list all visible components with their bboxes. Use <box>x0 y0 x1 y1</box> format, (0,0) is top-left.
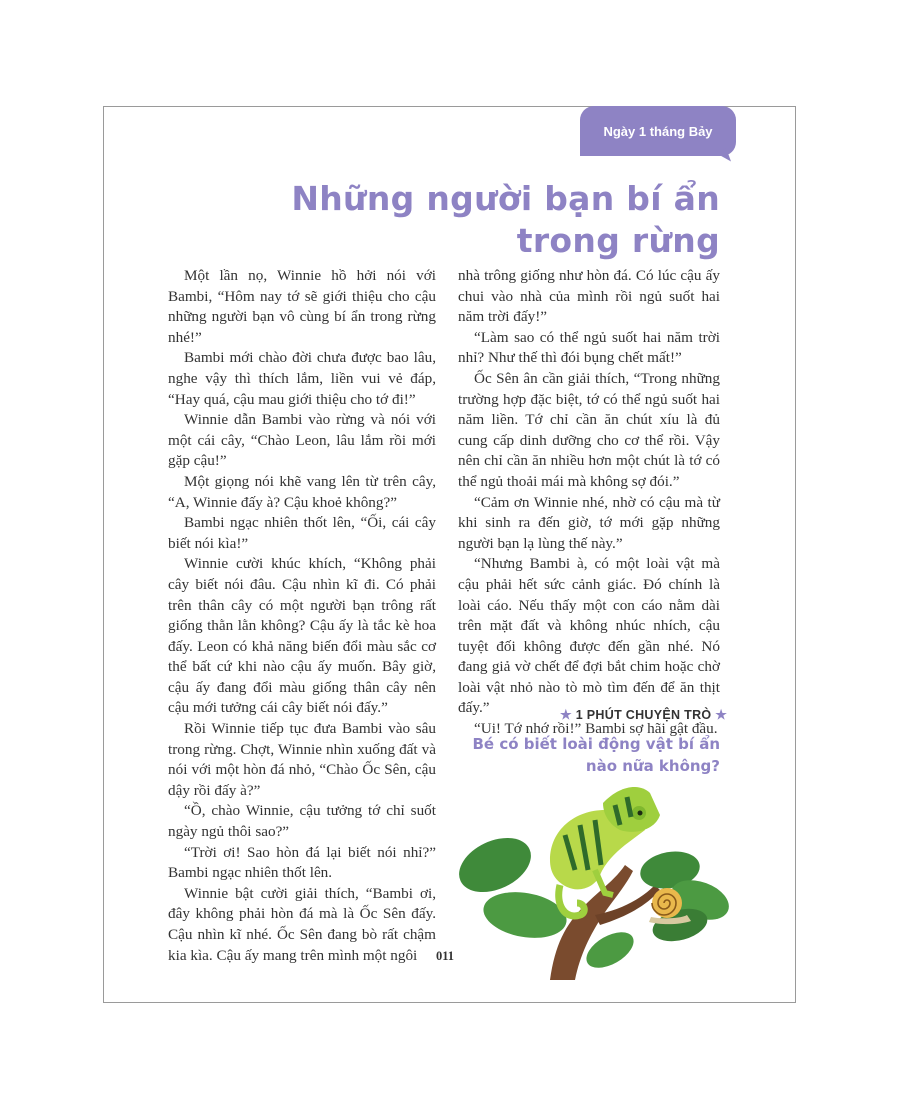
paragraph: Winnie bật cười giải thích, “Bambi ơi, đây không phải hòn đá mà là Ốc Sên đấy. Cậu nhìn kĩ nhé. Ốc Sên đang bò rất chậm kia kìa. Cậu ấy mang trên mình một ngôi <box>168 884 436 964</box>
paragraph: Ốc Sên ân cần giải thích, “Trong những trường hợp đặc biệt, tớ có thể ngủ suốt hai năm liền. Tớ chỉ cần ăn chút xíu là đủ cung cấp dinh dưỡng cho cơ thể rồi. Vậy nên chỉ cần ăn nhiều hơn một chút là tớ có thể ngủ thoải mái mà không sợ đói.” <box>458 369 720 490</box>
paragraph: “Nhưng Bambi à, có một loài vật mà cậu phải hết sức cảnh giác. Đó chính là loài cáo. Nếu thấy một con cáo nằm dài trên mặt đất và không nhúc nhích, cậu tuyệt đối không được đến gần nhé. Nó đang giả vờ chết để đợi bắt chim hoặc chờ loài vật nhỏ nào tò mò tìm đến để ăn thịt đấy.” <box>458 555 720 717</box>
chat-heading-label: 1 PHÚT CHUYỆN TRÒ <box>575 708 712 722</box>
paragraph: Rồi Winnie tiếp tục đưa Bambi vào sâu trong rừng. Chợt, Winnie nhìn xuống đất và nói với một hòn đá nhỏ, “Chào Ốc Sên, cậu dậy rồi đấy à?” <box>168 720 436 799</box>
paragraph: “Trời ơi! Sao hòn đá lại biết nói nhỉ?” Bambi ngạc nhiên thốt lên. <box>168 843 436 882</box>
paragraph: Winnie cười khúc khích, “Không phải cây biết nói đâu. Cậu nhìn kĩ đi. Có phải trên thân cây có một người bạn trông rất giống thằn lằn không? Cậu ấy là tắc kè hoa đấy. Leon có khả năng biến đổi màu sắc cơ thể bất cứ khi nào cậu ấy muốn. Bây giờ, cậu ấy đang đổi màu giống thân cây nên cậu mới tưởng cái cây biết nói đấy.” <box>168 555 436 717</box>
right-column <box>458 266 720 740</box>
paragraph: “Ui! Tớ nhớ rồi!” Bambi sợ hãi gật đầu. <box>474 720 718 738</box>
story-title-line1: Những người bạn bí ẩn <box>291 179 720 218</box>
star-icon: ★ <box>715 707 728 722</box>
discussion-question: Bé có biết loài động vật bí ẩn nào nữa không? <box>472 735 720 775</box>
chat-heading <box>560 707 728 723</box>
star-icon: ★ <box>560 707 572 722</box>
paragraph-continuation: nhà trông giống như hòn đá. Có lúc cậu ấy chui vào nhà của mình rồi ngủ suốt hai năm trời đấy!” <box>458 267 720 326</box>
chameleon-tail <box>559 885 585 916</box>
snail-shell <box>652 888 682 918</box>
left-column <box>168 266 436 966</box>
story-title-line2: trong rừng <box>516 221 720 260</box>
date-tab <box>580 106 736 156</box>
paragraph: Một giọng nói khẽ vang lên từ trên cây, “A, Winnie đấy à? Cậu khoẻ không?” <box>168 472 436 511</box>
date-label: Ngày 1 tháng Bảy <box>603 123 713 139</box>
paragraph: “Ồ, chào Winnie, cậu tưởng tớ chỉ suốt ngày ngủ thôi sao?” <box>168 802 436 841</box>
page-number: 011 <box>435 949 455 963</box>
story-title <box>260 178 720 262</box>
paragraph: Một lần nọ, Winnie hồ hởi nói với Bambi, “Hôm nay tớ sẽ giới thiệu cho cậu những người bạn vô cùng bí ẩn trong rừng nhé!” <box>168 267 436 346</box>
paragraph: Winnie dẫn Bambi vào rừng và nói với một cái cây, “Chào Leon, lâu lắm rồi mới gặp cậu!” <box>168 411 436 470</box>
paragraph: “Làm sao có thể ngủ suốt hai năm trời nhỉ? Như thế thì đói bụng chết mất!” <box>458 328 720 367</box>
paragraph: Bambi mới chào đời chưa được bao lâu, nghe vậy thì thích lắm, liền vui vẻ đáp, “Hay quá, cậu mau giới thiệu cho tớ đi!” <box>168 349 436 408</box>
chameleon-illustration <box>455 775 740 980</box>
leaf <box>455 827 540 903</box>
chameleon-pupil <box>638 811 643 816</box>
paragraph: Bambi ngạc nhiên thốt lên, “Ối, cái cây biết nói kìa!” <box>168 514 436 552</box>
paragraph: “Cảm ơn Winnie nhé, nhờ có cậu mà từ khi sinh ra đến giờ, tớ mới gặp những người bạn lạ lùng thế này.” <box>458 493 720 552</box>
